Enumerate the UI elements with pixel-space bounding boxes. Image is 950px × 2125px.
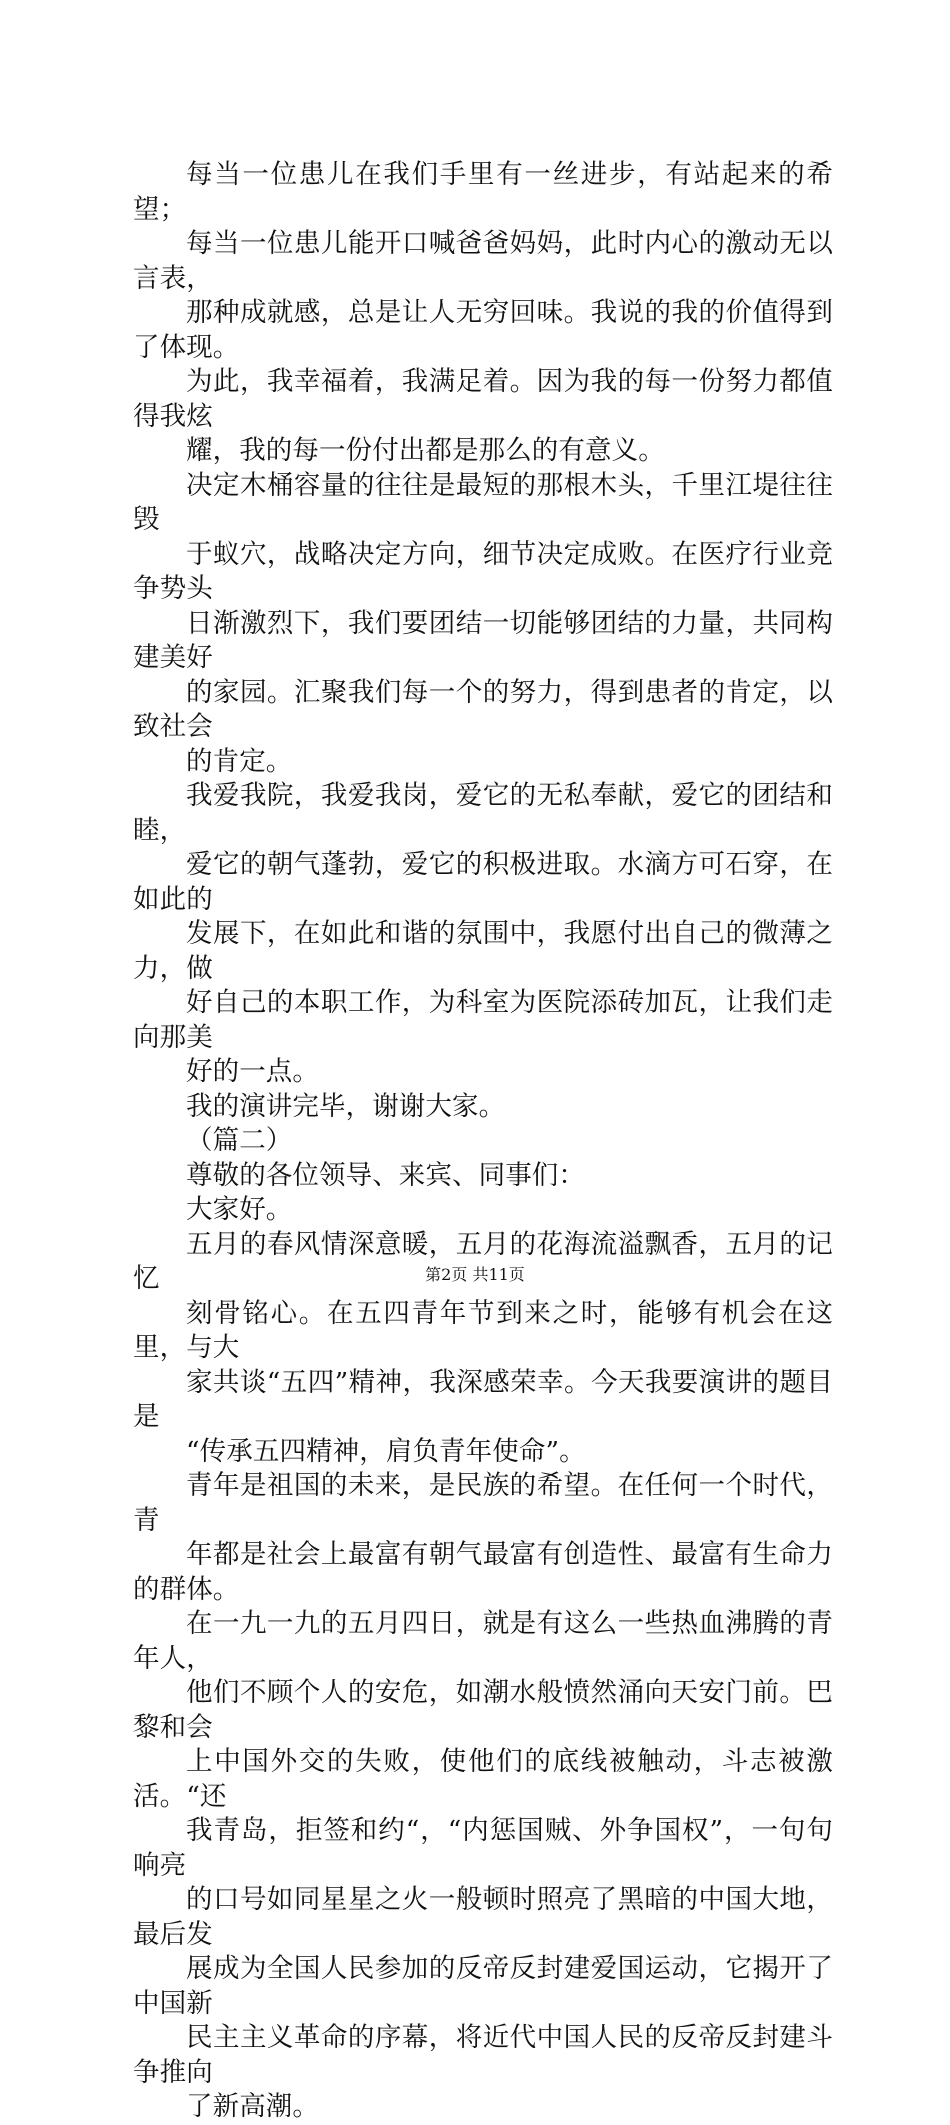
paragraph-line: 我爱我院，我爱我岗，爱它的无私奉献，爱它的团结和睦， [133,780,833,846]
paragraph-line: 青年是祖国的未来，是民族的希望。在任何一个时代，青 [133,1470,833,1536]
paragraph-line: 刻骨铭心。在五四青年节到来之时，能够有机会在这里，与大 [133,1297,833,1363]
paragraph-line: 年都是社会上最富有朝气最富有创造性、最富有生命力的群体。 [133,1539,833,1605]
paragraph-line: 尊敬的各位领导、来宾、同事们： [186,1159,585,1191]
paragraph-line: 家共谈“五四”精神，我深感荣幸。今天我要演讲的题目是 [133,1366,833,1432]
paragraph-line: 他们不顾个人的安危，如潮水般愤然涌向天安门前。巴黎和会 [133,1677,833,1743]
paragraph-line: 上中国外交的失败，使他们的底线被触动，斗志被激活。“还 [133,1746,833,1812]
paragraph-line: （篇二） [186,1125,293,1156]
paragraph-line: 我青岛，拒签和约“，“内惩国贼、外争国权”，一句句响亮 [133,1815,833,1881]
paragraph-line: 为此，我幸福着，我满足着。因为我的每一份努力都值得我炫 [133,366,833,432]
paragraph [133,1159,833,1194]
paragraph-line: 耀，我的每一份付出都是那么的有意义。 [186,435,665,466]
paragraph-line: 于蚁穴，战略决定方向，细节决定成败。在医疗行业竞争势头 [133,538,833,604]
paragraph-line: 大家好。 [186,1194,293,1225]
paragraph-line: 在一九一九的五月四日，就是有这么一些热血沸腾的青年人， [133,1608,833,1674]
paragraph-line: 的口号如同星星之火一般顿时照亮了黑暗的中国大地，最后发 [133,1884,833,1950]
paragraph-line: 决定木桶容量的往往是最短的那根木头，千里江堤往往毁 [133,469,833,535]
paragraph-line: 发展下，在如此和谐的氛围中，我愿付出自己的微薄之力，做 [133,918,833,984]
paragraph-line: 爱它的朝气蓬勃，爱它的积极进取。水滴方可石穿，在如此的 [133,849,833,915]
paragraph-line: 每当一位患儿在我们手里有一丝进步，有站起来的希望； [133,159,833,225]
paragraph-line: 那种成就感，总是让人无穷回味。我说的我的价值得到了体现。 [133,297,833,363]
paragraph-line: 的家园。汇聚我们每一个的努力，得到患者的肯定，以致社会 [133,676,833,742]
paragraph-line: 好的一点。 [186,1056,319,1087]
paragraph-line: 展成为全国人民参加的反帝反封建爱国运动，它揭开了中国新 [133,1953,833,2019]
paragraph [133,779,833,1090]
paragraph [133,1228,833,1470]
paragraph-line: 每当一位患儿能开口喊爸爸妈妈，此时内心的激动无以言表， [133,228,833,294]
paragraph [133,1124,833,1159]
paragraph-line: 的肯定。 [186,745,293,777]
paragraph-line: 我的演讲完毕，谢谢大家。 [186,1090,506,1122]
paragraph-line: 五月的春风情深意暖，五月的花海流溢飘香，五月的记忆 [133,1228,833,1294]
paragraph-line: 日渐激烈下，我们要团结一切能够团结的力量，共同构建美好 [133,607,833,673]
paragraph-line: 好自己的本职工作，为科室为医院添砖加瓦，让我们走向那美 [133,987,833,1053]
paragraph [133,1469,833,2125]
document-body [133,158,833,2125]
paragraph-line: 民主主义革命的序幕，将近代中国人民的反帝反封建斗争推向 [133,2022,833,2088]
paragraph [133,1193,833,1228]
paragraph [133,1090,833,1125]
paragraph-line: “传承五四精神，肩负青年使命”。 [186,1435,586,1467]
page-footer: 第2页 共11页 [425,1265,525,1284]
paragraph [133,158,833,469]
paragraph-line: 了新高潮。 [186,2091,319,2122]
paragraph [133,469,833,780]
